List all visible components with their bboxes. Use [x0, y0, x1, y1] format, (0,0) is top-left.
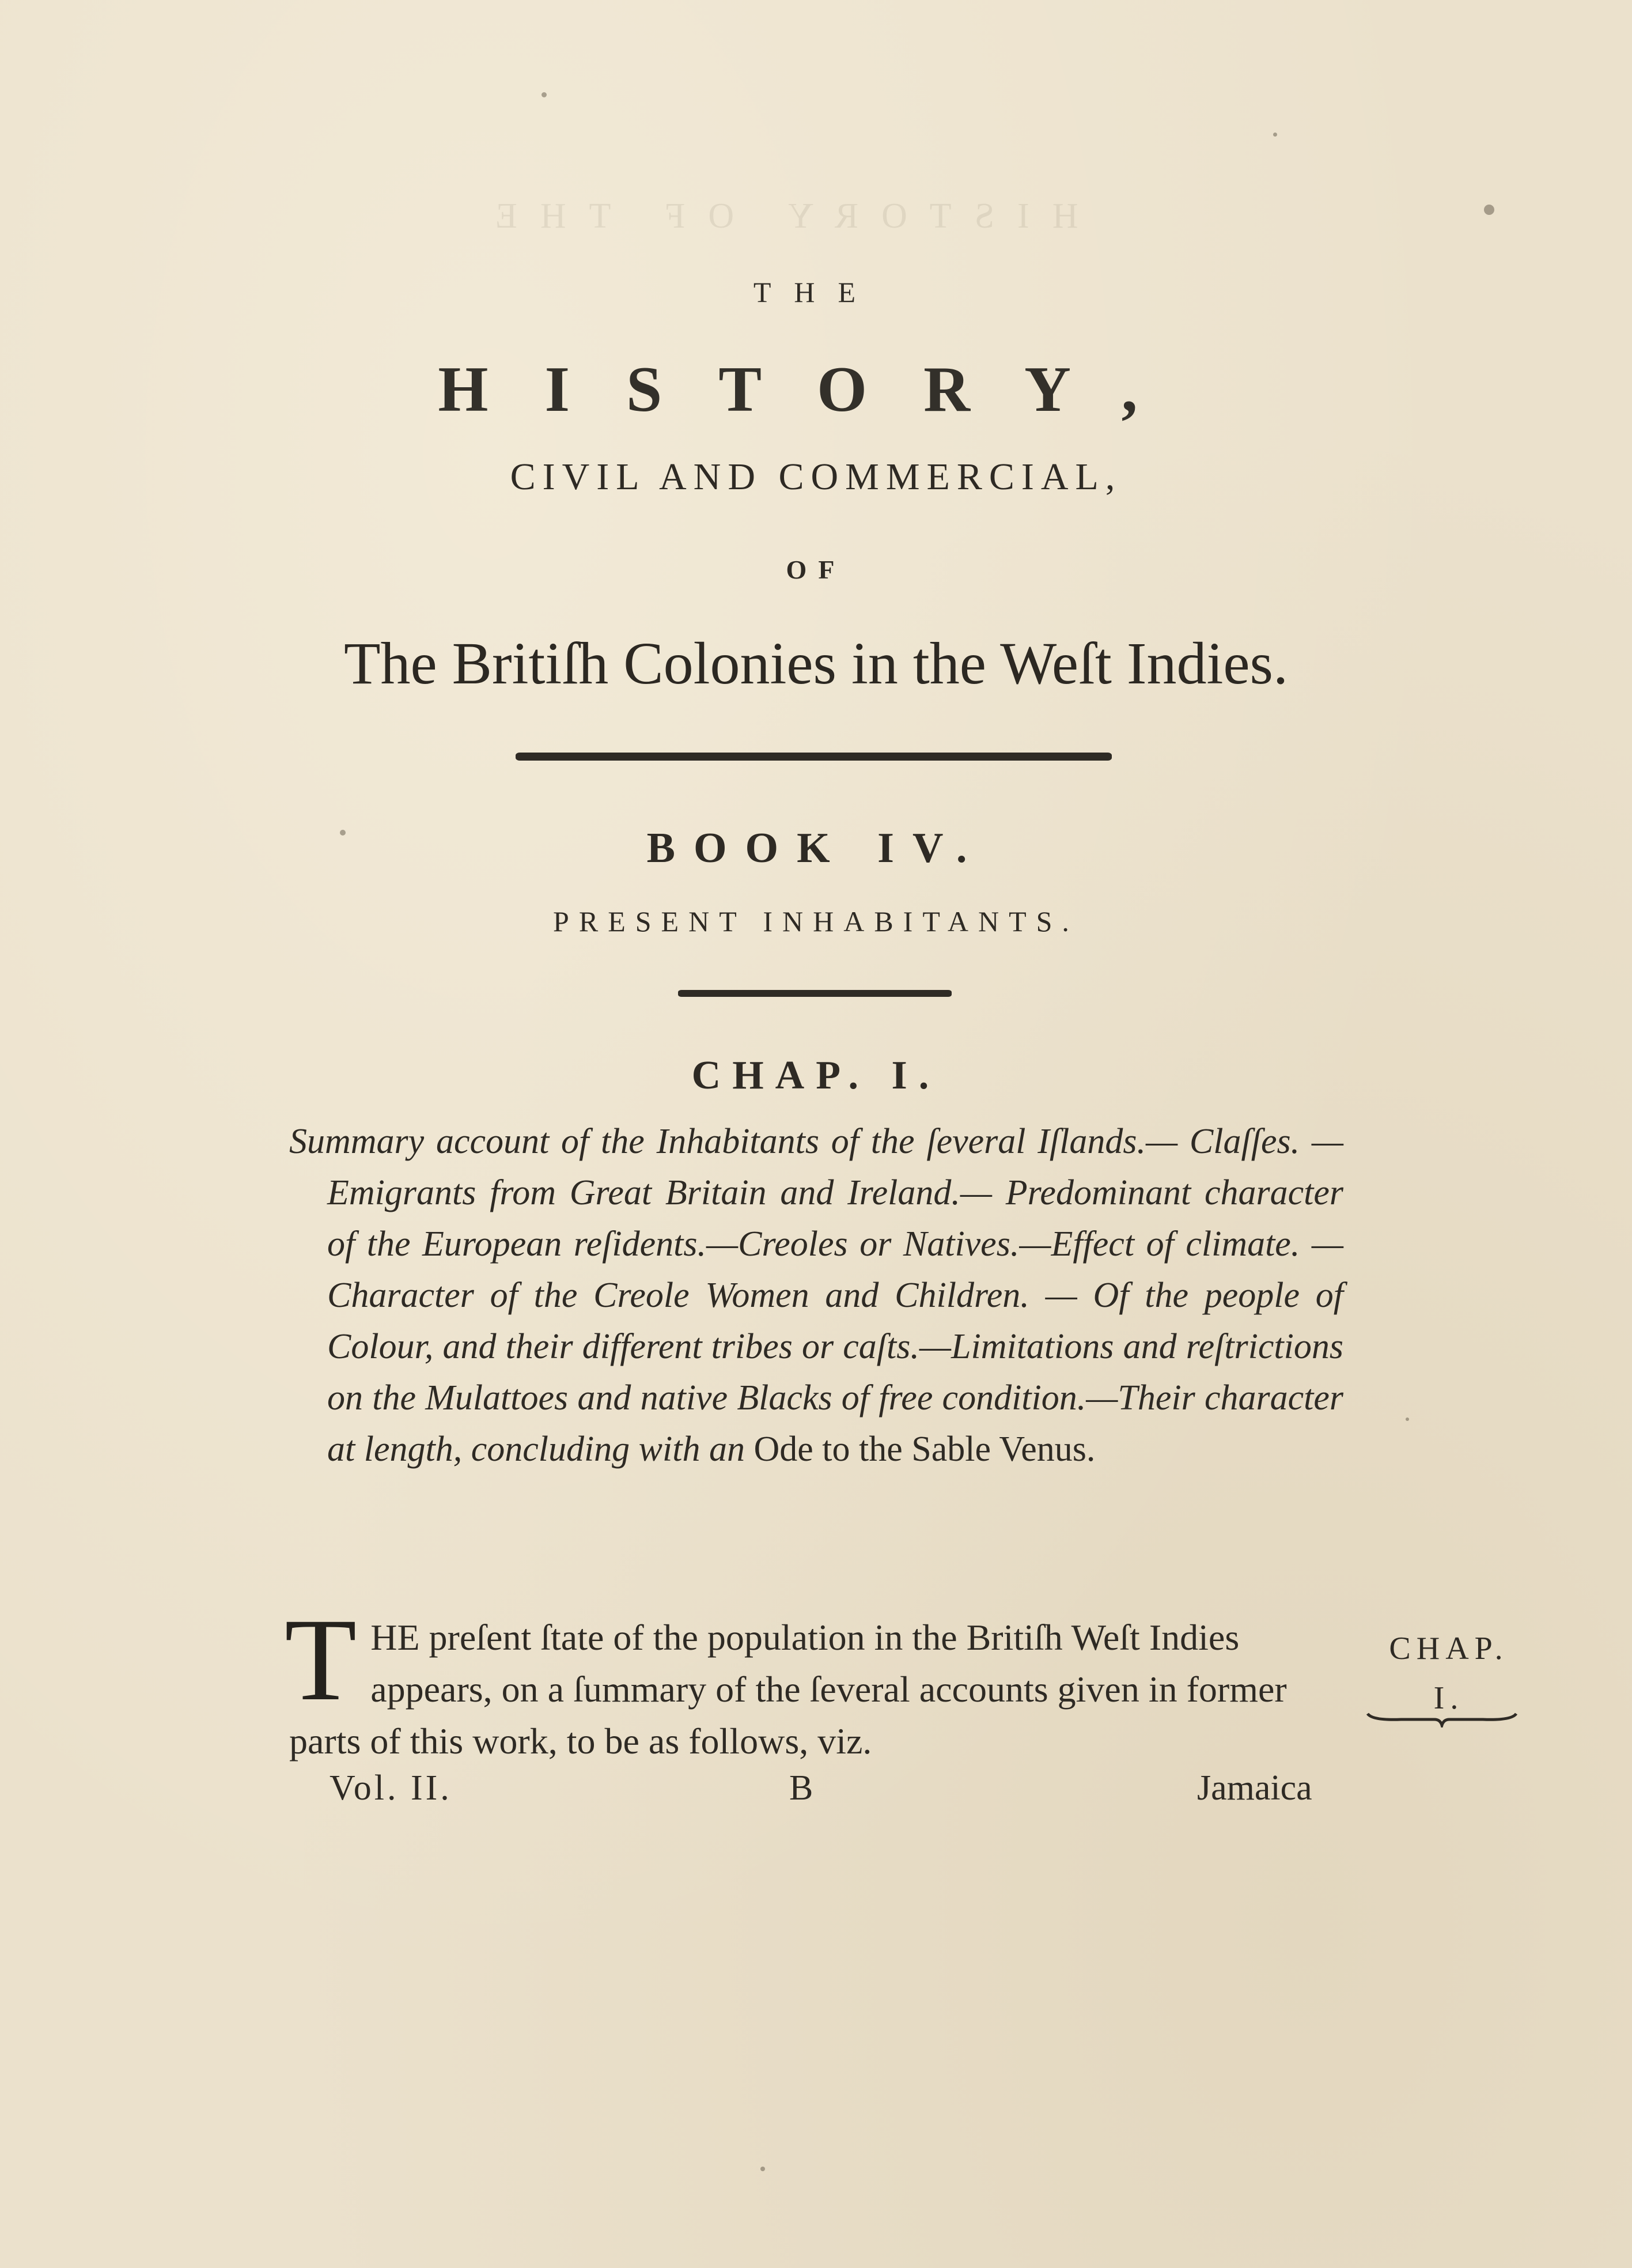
short-rule	[678, 990, 952, 997]
summary-ode-title: Ode to the Sable Venus.	[753, 1430, 1096, 1469]
paper-speck	[1484, 205, 1494, 215]
margin-note-number: I.	[1433, 1680, 1464, 1716]
summary-rest: Claſſes. — Emigrants from Great Britain and Ireland.— Predominant character of the European reſidents.—Creoles or Natives.—Effect of climate. — Character of the Creole Women and Children. — Of the people of Colour, and their different tribes or caſts.—Limitations and reſtrictions on the Mulattoes and native Blacks of free condition.—Their character at length, concluding with an	[327, 1122, 1344, 1469]
volume-number: Vol. II.	[330, 1768, 452, 1808]
book-subject: PRESENT INHABITANTS.	[553, 905, 1079, 938]
summary-first-line: Summary account of the Inhabitants of the ſeveral Iſlands.—	[289, 1122, 1178, 1161]
body-paragraph	[285, 1594, 1343, 1767]
ornamental-rule	[516, 753, 1112, 761]
title-history: HISTORY,	[438, 354, 1194, 425]
margin-brace	[1366, 1710, 1517, 1728]
title-of: OF	[786, 555, 846, 584]
margin-note-chap: CHAP.	[1389, 1631, 1509, 1666]
body-text: HE preſent ſtate of the population in the Britiſh Weſt Indies appears, on a ſummary of the ſeveral accounts given in former parts of this work, to be as follows, viz.	[289, 1617, 1287, 1762]
paper-speck	[1273, 133, 1277, 137]
margin-note	[1371, 1624, 1527, 1723]
drop-cap: T	[285, 1594, 357, 1725]
paper-speck	[542, 92, 547, 97]
book-heading: BOOK IV.	[646, 825, 986, 872]
title-subtitle: CIVIL AND COMMERCIAL,	[510, 456, 1122, 498]
paper-speck	[1406, 1418, 1409, 1421]
chapter-summary	[289, 1116, 1343, 1475]
signature-mark: B	[789, 1768, 813, 1808]
paper-speck	[760, 2167, 765, 2171]
title-the: THE	[753, 276, 879, 308]
paper-speck	[340, 830, 346, 836]
catchword: Jamaica	[1197, 1768, 1312, 1808]
bleed-through-text: HISTORY OF THE	[472, 196, 1078, 236]
chapter-heading: CHAP. I.	[691, 1053, 941, 1098]
title-colonies: The Britiſh Colonies in the Weſt Indies.	[343, 630, 1289, 697]
